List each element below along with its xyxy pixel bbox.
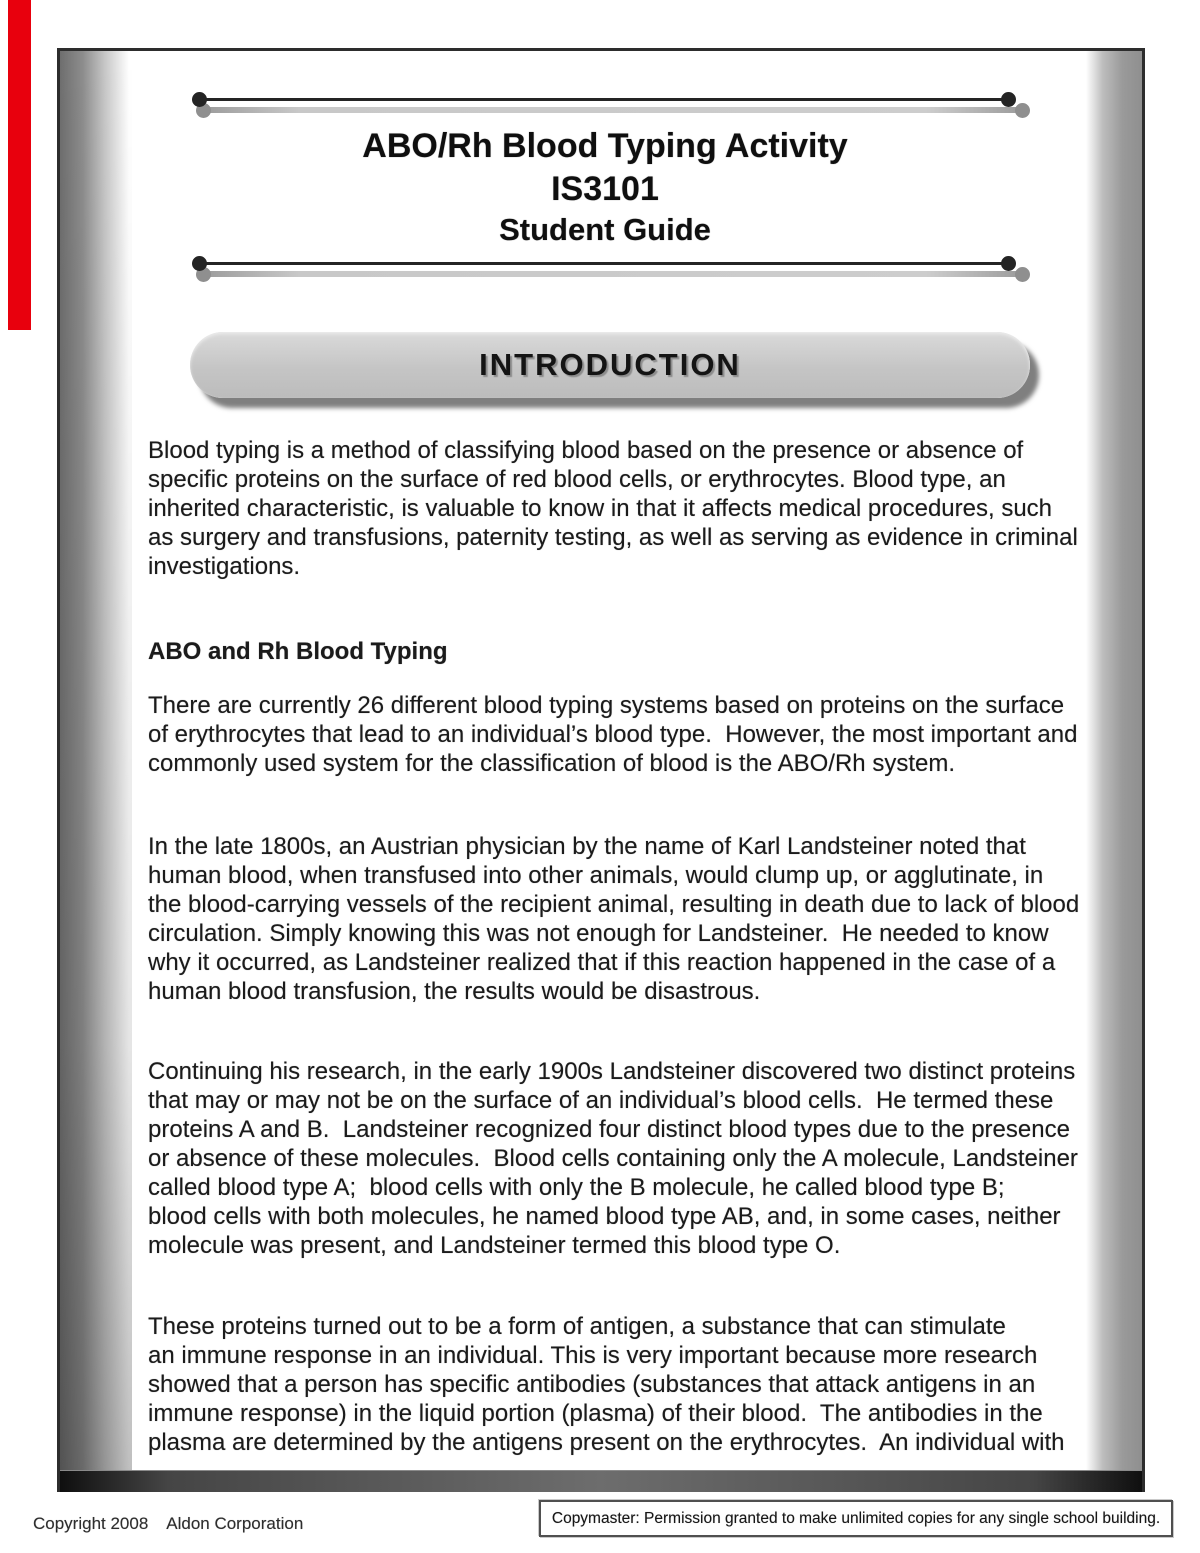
rule-shadow xyxy=(200,107,1026,113)
left-gradient-band xyxy=(60,51,132,1471)
copymaster-box xyxy=(539,1500,1173,1537)
decorative-rule-bottom xyxy=(190,258,1018,286)
intro-paragraph-3: In the late 1800s, an Austrian physician by the name of Karl Landsteiner noted that human blood, when transfused into other animals, would clump up, or agglutinate, in the blood-carrying vessels of the recipient animal, resulting in death due to lack of blood circulation. Simply knowing this was not enough for Landsteiner. He needed to know why it occurred, as Landsteiner realized that if this reaction happened in the case of a human blood transfusion, the results would be disastrous. xyxy=(148,833,1080,1005)
copymaster-text: Copymaster: Permission granted to make unlimited copies for any single school building. xyxy=(551,1509,1161,1527)
title-line-1: ABO/Rh Blood Typing Activity xyxy=(362,127,848,165)
decorative-rule-top xyxy=(190,94,1018,122)
title-line-2: IS3101 xyxy=(551,170,659,208)
right-gradient-band xyxy=(1086,51,1142,1471)
section-banner-label: INTRODUCTION xyxy=(479,347,741,382)
subsection-heading-abo-rh: ABO and Rh Blood Typing xyxy=(148,638,448,665)
rule-shadow xyxy=(200,271,1026,277)
intro-paragraph-4: Continuing his research, in the early 1900s Landsteiner discovered two distinct proteins that may or may not be on the surface of an individual’s blood cells. He termed these proteins A and B. Landsteiner recognized four distinct blood types due to the presence or absence of these molecules. Blood cells containing only the A molecule, Landsteiner called blood type A; blood cells with only the B molecule, he called blood type B; blood cells with both molecules, he named blood type AB, and, in some cases, neither molecule was present, and Landsteiner termed this blood type O. xyxy=(148,1058,1078,1259)
footer-copyright: Copyright 2008 Aldon Corporation xyxy=(33,1514,304,1533)
document-title xyxy=(160,124,1050,250)
intro-paragraph-5: These proteins turned out to be a form of antigen, a substance that can stimulate an immune response in an individual. This is very important because more research showed that a person has specific antibodies (substances that attack antigens in an immune response) in the liquid portion (plasma) of their blood. The antibodies in the plasma are determined by the antigens present on the erythrocytes. An individual with xyxy=(148,1313,1065,1456)
intro-paragraph-2: There are currently 26 different blood typing systems based on proteins on the surface of erythrocytes that lead to an individual’s blood type. However, the most important and commonly used system for the classification of blood is the ABO/Rh system. xyxy=(148,692,1078,777)
rule-line xyxy=(196,98,1012,101)
red-bookmark-bar xyxy=(8,0,31,330)
bottom-edge-bar xyxy=(60,1470,1142,1492)
section-banner-introduction xyxy=(190,332,1030,398)
intro-paragraph-1: Blood typing is a method of classifying blood based on the presence or absence of specific proteins on the surface of red blood cells, or erythrocytes. Blood type, an inherited characteristic, is valuable to know in that it affects medical procedures, such as surgery and transfusions, paternity testing, as well as serving as evidence in criminal investigations. xyxy=(148,437,1078,580)
rule-line xyxy=(196,262,1012,265)
title-line-3: Student Guide xyxy=(499,212,711,247)
